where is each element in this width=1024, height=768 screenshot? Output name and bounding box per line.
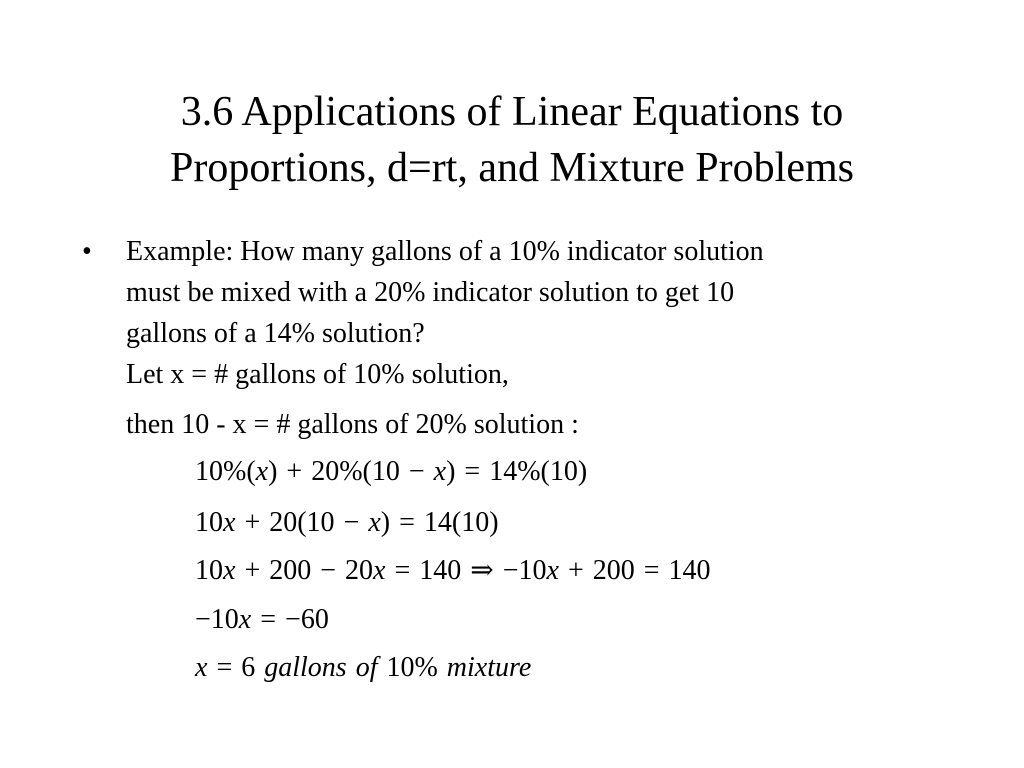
eq5-word-mixture: mixture <box>446 652 532 683</box>
eq3-part-c: = 140 ⇒ −10 <box>385 555 547 586</box>
eq3-var-2: x <box>373 555 386 586</box>
title-line-2: Proportions, d=rt, and Mixture Problems <box>170 145 854 191</box>
eq2-var-2: x <box>368 507 381 538</box>
bullet-line-1: Example: How many gallons of a 10% indicator solution <box>126 236 764 267</box>
eq1-var-1: x <box>255 456 269 487</box>
equation-3 <box>195 553 711 589</box>
eq2-var-1: x <box>223 507 236 538</box>
eq5-part-a: = 6 <box>207 652 265 683</box>
bullet-text <box>126 231 926 395</box>
eq5-part-b: 10% <box>377 652 447 683</box>
equation-4 <box>195 602 329 638</box>
eq4-part-b: = −60 <box>251 604 329 635</box>
equation-2 <box>195 505 499 541</box>
equation-5 <box>195 650 531 686</box>
slide-title <box>0 84 1024 196</box>
eq3-part-d: + 200 = 140 <box>558 555 711 586</box>
eq4-var-1: x <box>238 604 252 635</box>
bullet-line-3: gallons of a 14% solution? <box>126 318 425 349</box>
eq2-part-b: + 20(10 − <box>235 507 369 538</box>
eq3-var-3: x <box>546 555 559 586</box>
eq3-part-b: + 200 − 20 <box>235 555 374 586</box>
eq1-part-c: ) = 14%(10) <box>446 456 588 487</box>
eq1-part-a: 10%( <box>195 456 256 487</box>
eq3-var-1: x <box>223 555 236 586</box>
eq4-part-a: −10 <box>195 604 239 635</box>
title-line-1: 3.6 Applications of Linear Equations to <box>180 89 844 135</box>
eq3-part-a: 10 <box>195 555 223 586</box>
eq5-var-1: x <box>195 652 208 683</box>
eq5-word-gallons-of: gallons of <box>264 652 378 683</box>
eq2-part-a: 10 <box>195 507 223 538</box>
bullet-marker: • <box>82 236 92 267</box>
bullet-line-4: Let x = # gallons of 10% solution, <box>126 359 509 390</box>
eq1-part-b: ) + 20%(10 − <box>268 456 434 487</box>
bullet-line-2: must be mixed with a 20% indicator solution to get 10 <box>126 277 735 308</box>
eq1-var-2: x <box>433 456 447 487</box>
then-line: then 10 - x = # gallons of 20% solution : <box>126 409 579 440</box>
eq2-part-c: ) = 14(10) <box>380 507 499 538</box>
equation-1 <box>195 454 587 490</box>
